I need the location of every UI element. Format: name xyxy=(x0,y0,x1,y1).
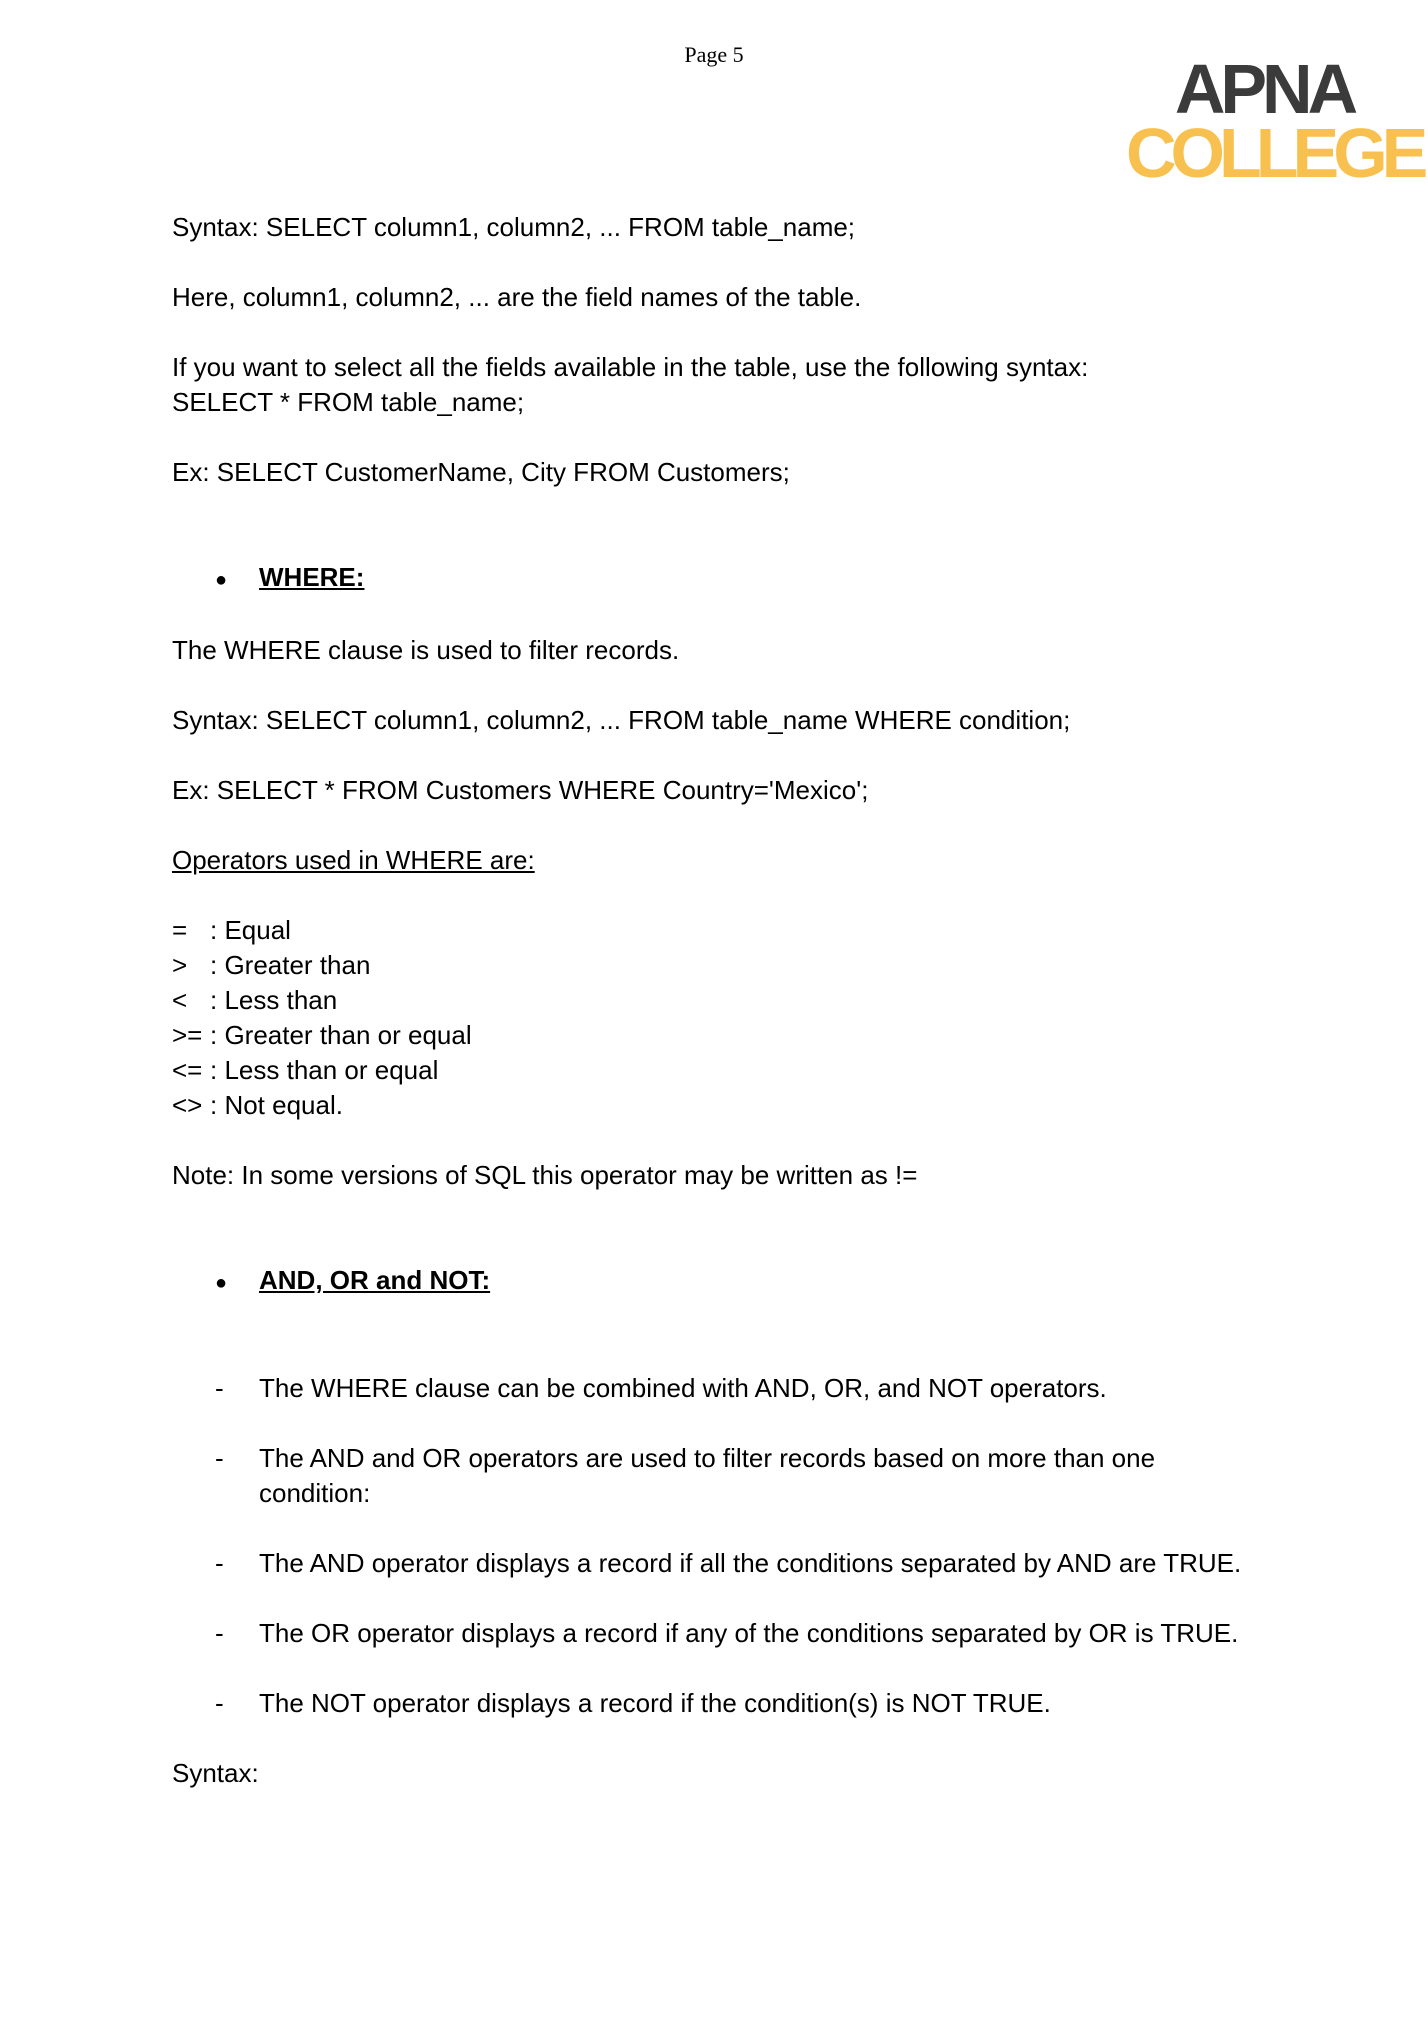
dash-icon: - xyxy=(215,1548,224,1578)
list-item xyxy=(172,1546,1302,1581)
operator-label: : Greater than or equal xyxy=(210,1020,472,1050)
dash-icon: - xyxy=(215,1373,224,1403)
operator-item xyxy=(172,948,1302,983)
operator-label: : Not equal. xyxy=(210,1090,343,1120)
bullet-icon: ● xyxy=(215,569,228,591)
select-all-fields-syntax: SELECT * FROM table_name; xyxy=(172,387,525,417)
operator-symbol: <= xyxy=(172,1055,203,1085)
operator-note: Note: In some versions of SQL this operator may be written as != xyxy=(172,1160,918,1190)
operator-symbol: >= xyxy=(172,1020,203,1050)
where-example: Ex: SELECT * FROM Customers WHERE Country='Mexico'; xyxy=(172,775,869,805)
operator-item xyxy=(172,983,1302,1018)
operator-symbol: = xyxy=(172,915,188,945)
list-item xyxy=(172,1686,1302,1721)
dash-icon: - xyxy=(215,1688,224,1718)
and-or-not-heading xyxy=(172,1263,1302,1301)
where-heading xyxy=(172,560,1302,598)
operator-label: : Equal xyxy=(210,915,291,945)
where-description: The WHERE clause is used to filter records. xyxy=(172,635,680,665)
apna-college-logo xyxy=(1126,50,1423,192)
list-item-text: The AND and OR operators are used to filter records based on more than one condition: xyxy=(259,1443,1156,1508)
list-item xyxy=(172,1616,1302,1651)
syntax-label: Syntax: xyxy=(172,1758,259,1788)
select-all-fields-text: If you want to select all the fields available in the table, use the following syntax: xyxy=(172,352,1089,382)
spacer xyxy=(172,1336,1302,1371)
operator-symbol: > xyxy=(172,950,188,980)
and-or-not-heading-text: AND, OR and NOT: xyxy=(259,1265,491,1295)
dash-icon: - xyxy=(215,1618,224,1648)
document-body xyxy=(172,210,1302,1826)
list-item-text: The WHERE clause can be combined with AND, OR, and NOT operators. xyxy=(259,1373,1107,1403)
dash-icon: - xyxy=(215,1443,224,1473)
operator-item xyxy=(172,1088,1302,1123)
where-heading-text: WHERE: xyxy=(259,562,365,592)
spacer xyxy=(172,525,1302,560)
list-item xyxy=(172,1441,1302,1511)
select-explanation: Here, column1, column2, ... are the field names of the table. xyxy=(172,282,862,312)
list-item-text: The NOT operator displays a record if the condition(s) is NOT TRUE. xyxy=(259,1688,1051,1718)
operator-item xyxy=(172,1053,1302,1088)
operator-symbol: < xyxy=(172,985,188,1015)
logo-line-college: COLLEGE xyxy=(1126,114,1423,192)
operator-label: : Less than or equal xyxy=(210,1055,439,1085)
list-item-text: The OR operator displays a record if any of the conditions separated by OR is TRUE. xyxy=(259,1618,1239,1648)
select-all-fields xyxy=(172,350,1302,420)
logo-line-apna: APNA xyxy=(1174,50,1354,128)
page-number: Page 5 xyxy=(684,42,744,67)
bullet-icon: ● xyxy=(215,1272,228,1294)
spacer xyxy=(172,1228,1302,1263)
list-item xyxy=(172,1371,1302,1406)
operator-label: : Less than xyxy=(210,985,338,1015)
operators-list xyxy=(172,913,1302,1123)
where-syntax: Syntax: SELECT column1, column2, ... FROM table_name WHERE condition; xyxy=(172,705,1071,735)
select-example: Ex: SELECT CustomerName, City FROM Customers; xyxy=(172,457,790,487)
list-item-text: The AND operator displays a record if all the conditions separated by AND are TRUE. xyxy=(259,1548,1242,1578)
operator-symbol: <> xyxy=(172,1090,203,1120)
select-syntax: Syntax: SELECT column1, column2, ... FROM table_name; xyxy=(172,212,856,242)
operators-title: Operators used in WHERE are: xyxy=(172,845,535,875)
operator-item xyxy=(172,913,1302,948)
operator-label: : Greater than xyxy=(210,950,371,980)
operator-item xyxy=(172,1018,1302,1053)
